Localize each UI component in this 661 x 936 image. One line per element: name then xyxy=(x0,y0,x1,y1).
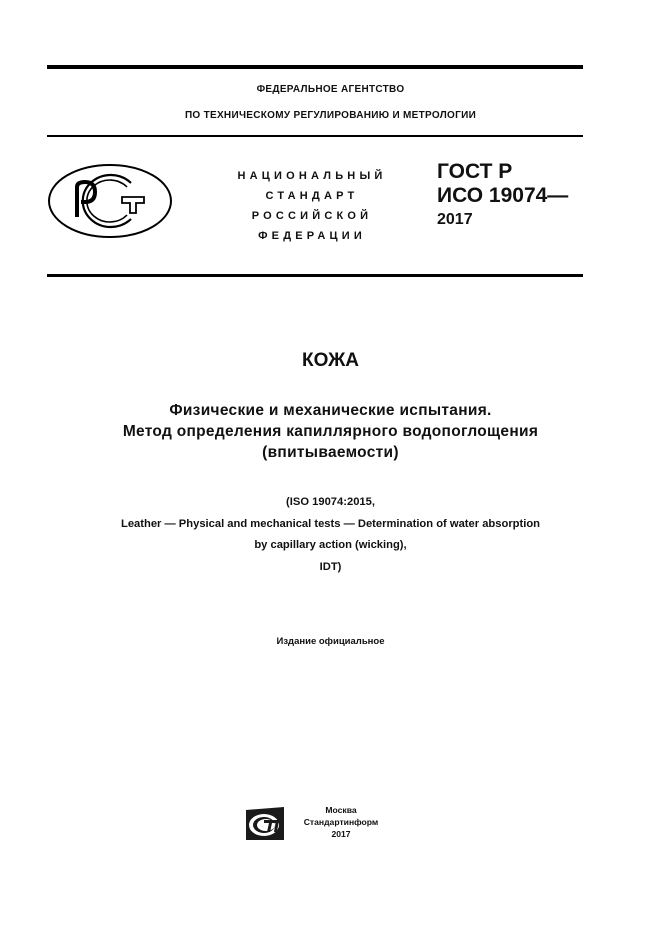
standartinform-logo-icon xyxy=(244,806,286,842)
document-title: КОЖА xyxy=(301,350,360,371)
designation-line-2: ИСО 19074— xyxy=(437,184,569,207)
designation-year: 2017 xyxy=(437,211,473,228)
iso-reference xyxy=(0,492,661,578)
subtitle-line-3: (впитываемости) xyxy=(262,444,399,461)
publisher-info xyxy=(296,804,386,840)
designation-line-1: ГОСТ Р xyxy=(437,160,513,183)
header-divider xyxy=(47,135,583,137)
publisher-year: 2017 xyxy=(331,829,351,839)
iso-line-1: (ISO 19074:2015, xyxy=(286,496,375,508)
iso-line-2: Leather — Physical and mechanical tests — Determination of water absorption xyxy=(120,517,541,530)
agency-line-2: ПО ТЕХНИЧЕСКОМУ РЕГУЛИРОВАНИЮ И МЕТРОЛОГИИ xyxy=(184,110,477,121)
iso-line-3: by capillary action (wicking), xyxy=(254,539,407,551)
document-subtitle xyxy=(0,400,661,463)
national-line-1: НАЦИОНАЛЬНЫЙ xyxy=(237,170,387,182)
top-rule xyxy=(47,65,583,69)
rst-logo-icon xyxy=(47,163,173,239)
iso-line-4: IDT) xyxy=(319,560,342,573)
subtitle-line-2: Метод определения капиллярного водопоглощения xyxy=(122,423,539,440)
block-divider xyxy=(47,274,583,277)
national-line-4: ФЕДЕРАЦИИ xyxy=(258,230,366,242)
publisher-city: Москва xyxy=(325,805,357,815)
national-line-3: РОССИЙСКОЙ xyxy=(251,210,373,222)
agency-line-1: ФЕДЕРАЛЬНОЕ АГЕНТСТВО xyxy=(256,84,405,95)
publisher-name: Стандартинформ xyxy=(303,817,379,827)
edition-label: Издание официальное xyxy=(276,636,385,647)
national-standard-label xyxy=(222,166,402,246)
standard-designation xyxy=(437,160,568,232)
subtitle-line-1: Физические и механические испытания. xyxy=(169,402,492,419)
national-line-2: СТАНДАРТ xyxy=(265,190,359,202)
